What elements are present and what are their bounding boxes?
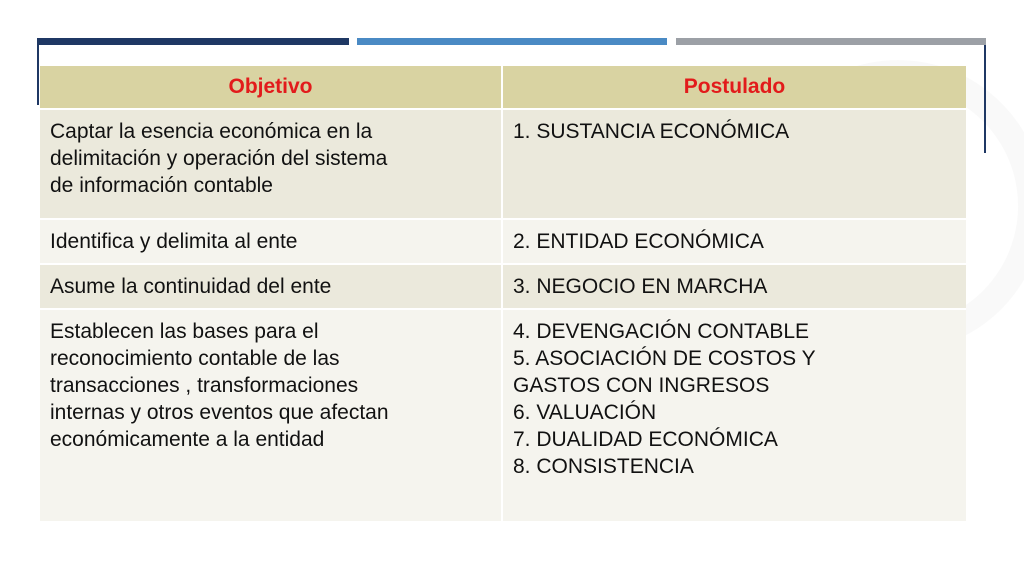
objetivo-cell	[40, 219, 502, 264]
cell-line: GASTOS CON INGRESOS	[513, 374, 770, 397]
table-header-row	[40, 66, 966, 109]
cell-line: 8. CONSISTENCIA	[513, 455, 694, 478]
cell-line: 5. ASOCIACIÓN DE COSTOS Y	[513, 347, 816, 370]
cell-line: transacciones , transformaciones	[50, 374, 359, 397]
header-postulado: Postulado	[502, 66, 966, 109]
left-accent-line	[37, 45, 39, 105]
table-row	[40, 109, 966, 219]
header-objetivo: Objetivo	[40, 66, 502, 109]
postulados-table	[40, 66, 966, 521]
cell-line: económicamente a la entidad	[50, 428, 325, 451]
cell-line: delimitación y operación del sistema	[50, 147, 388, 170]
cell-line: 2. ENTIDAD ECONÓMICA	[513, 230, 764, 253]
postulado-cell	[502, 264, 966, 309]
cell-line: Identifica y delimita al ente	[50, 230, 298, 253]
cell-line: Establecen las bases para el	[50, 320, 319, 343]
cell-line: Captar la esencia económica en la	[50, 120, 373, 143]
table-row	[40, 264, 966, 309]
objetivo-cell	[40, 264, 502, 309]
postulado-cell	[502, 109, 966, 219]
table-row	[40, 219, 966, 264]
postulado-cell	[502, 309, 966, 521]
top-accent-bar-gray	[676, 38, 986, 45]
cell-line: 3. NEGOCIO EN MARCHA	[513, 275, 768, 298]
cell-line: internas y otros eventos que afectan	[50, 401, 389, 424]
cell-line: 6. VALUACIÓN	[513, 401, 657, 424]
cell-line: Asume la continuidad del ente	[50, 275, 332, 298]
objetivo-cell	[40, 109, 502, 219]
cell-line: de información contable	[50, 174, 273, 197]
cell-line: 4. DEVENGACIÓN CONTABLE	[513, 320, 810, 343]
objetivo-cell	[40, 309, 502, 521]
cell-line: 1. SUSTANCIA ECONÓMICA	[513, 120, 790, 143]
cell-line: 7. DUALIDAD ECONÓMICA	[513, 428, 778, 451]
top-accent-bar-navy	[37, 38, 349, 45]
postulado-cell	[502, 219, 966, 264]
cell-line: reconocimiento contable de las	[50, 347, 340, 370]
right-accent-line	[984, 45, 986, 153]
table-row	[40, 309, 966, 521]
top-accent-bar-blue	[357, 38, 667, 45]
